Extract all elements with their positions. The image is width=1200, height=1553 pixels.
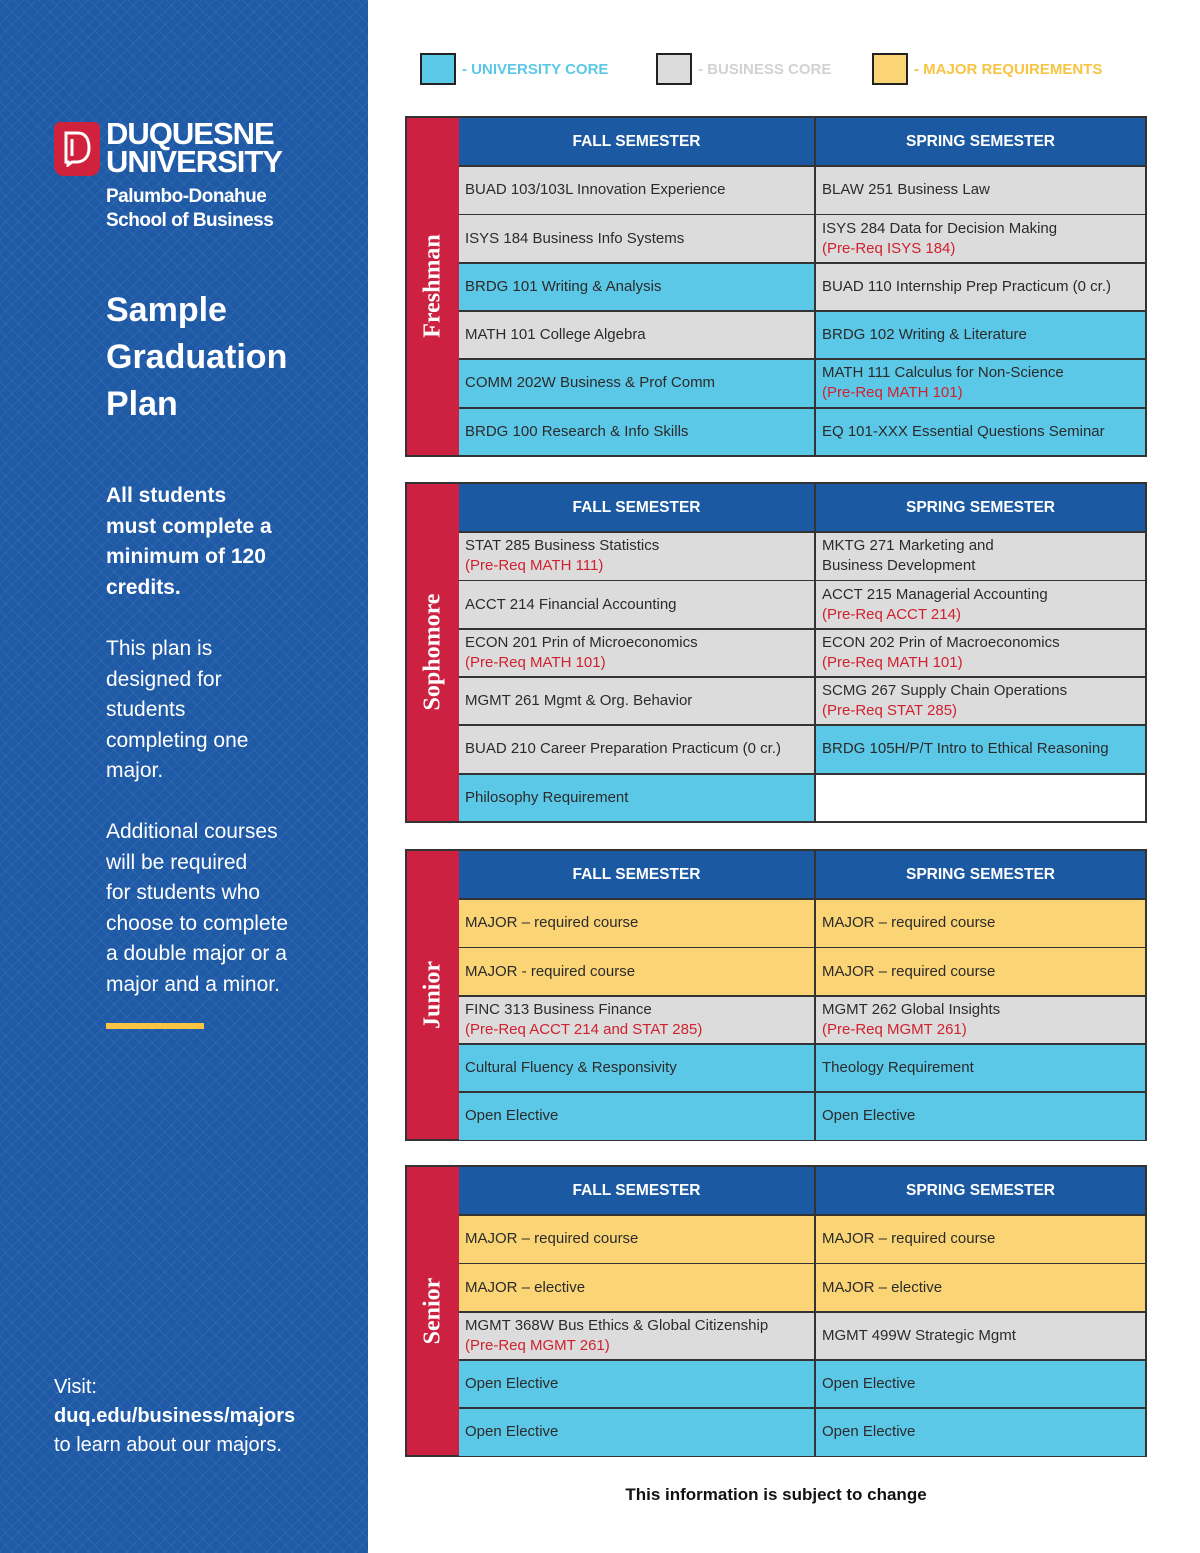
prerequisite-note: (Pre-Req MATH 101) [465,653,606,671]
course-name: BRDG 105H/P/T Intro to Ethical Reasoning [822,740,1109,758]
logo-line1: DUQUESNE [106,116,274,151]
fall-course-cell [459,775,814,822]
prerequisite-note: (Pre-Req MATH 101) [822,653,963,671]
course-name: ISYS 184 Business Info Systems [465,229,685,247]
spring-course-cell [816,581,1145,628]
course-grid [459,484,1145,821]
fall-semester-header: FALL SEMESTER [459,851,814,898]
course-name: ISYS 284 Data for Decision Making [822,219,1058,237]
text-line: major. [106,759,164,782]
course-name: BUAD 110 Internship Prep Practicum (0 cr.) [822,277,1111,295]
course-name: ACCT 215 Managerial Accounting [822,585,1048,603]
text-line: credits. [106,575,181,599]
fall-course-cell [459,678,814,725]
fall-course-cell [459,581,814,628]
course-name: Cultural Fluency & Responsivity [465,1059,677,1077]
spring-semester-header: SPRING SEMESTER [816,118,1145,165]
text-line: choose to complete [106,911,289,935]
course-grid [459,1167,1145,1455]
duquesne-shield-icon [54,122,100,176]
course-name: MAJOR – required course [465,914,639,932]
disclaimer: This information is subject to change [625,1485,927,1504]
spring-course-cell [816,948,1145,995]
fall-semester-header: FALL SEMESTER [459,118,814,165]
legend-label: - UNIVERSITY CORE [462,61,609,78]
prerequisite-note: (Pre-Req MATH 101) [822,384,963,402]
additional-courses-text [106,817,346,1000]
school-line2: School of Business [106,210,274,231]
prerequisite-note: (Pre-Req ACCT 214) [822,605,961,623]
spring-course-cell [816,726,1145,773]
course-name-cont: Business Development [822,557,976,575]
spring-course-cell [816,1361,1145,1408]
text-line: for students who [106,881,261,904]
divider [106,1023,204,1029]
prerequisite-note: (Pre-Req MGMT 261) [822,1020,967,1038]
text-line: This plan is [106,637,213,660]
course-name: MAJOR – required course [822,1230,996,1248]
text-line: major and a minor. [106,972,280,996]
course-name: BUAD 210 Career Preparation Practicum (0 cr.) [465,740,781,758]
page-title [106,287,346,428]
year-label: Freshman [419,234,446,339]
spring-semester-header: SPRING SEMESTER [816,484,1145,531]
course-name: MGMT 368W Bus Ethics & Global Citizenship [465,1316,769,1334]
legend-label: - MAJOR REQUIREMENTS [914,61,1103,78]
prerequisite-note: (Pre-Req MATH 111) [465,557,604,575]
fall-semester-header: FALL SEMESTER [459,1167,814,1214]
year-table-freshman [405,116,1147,457]
year-label: Junior [419,961,446,1030]
fall-course-cell [459,167,814,214]
course-name: MGMT 499W Strategic Mgmt [822,1326,1016,1344]
credits-requirement-text [106,481,346,603]
year-label-band [407,1167,459,1455]
text-line: All students [106,484,227,507]
fall-course-cell [459,900,814,947]
course-grid [459,118,1145,455]
spring-course-cell [816,167,1145,214]
legend-swatch [656,53,692,85]
course-name: MAJOR – elective [465,1278,586,1296]
year-label-band [407,118,459,455]
fall-course-cell [459,1264,814,1311]
text-line: completing one [106,728,249,752]
course-name: MATH 111 Calculus for Non-Science [822,364,1064,382]
school-line1: Palumbo-Donahue [106,186,267,207]
course-name: Open Elective [465,1423,559,1441]
fall-course-cell [459,409,814,456]
fall-course-cell [459,360,814,407]
logo-wordmark [106,116,346,179]
fall-course-cell [459,1361,814,1408]
spring-course-cell [816,997,1145,1044]
spring-course-cell [816,1409,1145,1456]
spring-course-cell [816,678,1145,725]
course-name: BRDG 100 Research & Info Skills [465,422,689,440]
fall-course-cell [459,215,814,262]
text-line: Additional courses [106,820,278,843]
fall-course-cell [459,1409,814,1456]
text-line: designed for [106,667,222,691]
year-label-band [407,484,459,821]
prerequisite-note: (Pre-Req STAT 285) [822,702,958,720]
title-line: Plan [106,385,178,423]
year-table-junior [405,849,1147,1141]
course-name: ACCT 214 Financial Accounting [465,595,677,613]
spring-course-cell [816,1313,1145,1360]
spring-course-cell [816,533,1145,580]
fall-course-cell [459,1093,814,1140]
spring-course-cell [816,360,1145,407]
fall-course-cell [459,1313,814,1360]
spring-course-cell [816,264,1145,311]
course-name: EQ 101-XXX Essential Questions Seminar [822,422,1105,440]
spring-course-cell [816,630,1145,677]
course-name: Open Elective [822,1107,916,1125]
majors-link[interactable]: duq.edu/business/majors [54,1405,296,1427]
course-name: MAJOR – elective [822,1278,943,1296]
course-name: ECON 202 Prin of Macroeconomics [822,633,1060,651]
school-name [106,185,346,233]
title-line: Sample [106,291,227,329]
course-grid [459,851,1145,1139]
course-name: COMM 202W Business & Prof Comm [465,374,716,392]
logo-line2: UNIVERSITY [106,144,283,179]
title-line: Graduation [106,338,288,376]
spring-course-cell [816,312,1145,359]
course-name: BUAD 103/103L Innovation Experience [465,181,726,199]
course-name: Open Elective [822,1423,916,1441]
year-table-senior [405,1165,1147,1457]
course-name: MAJOR – required course [822,962,996,980]
fall-course-cell [459,948,814,995]
course-name: Theology Requirement [822,1059,974,1077]
text-line: students [106,698,186,721]
spring-course-cell [816,1216,1145,1263]
year-label: Senior [419,1277,446,1345]
fall-course-cell [459,997,814,1044]
spring-course-cell [816,409,1145,456]
text-line: will be required [106,850,248,874]
year-label-band [407,851,459,1139]
text-line: a double major or a [106,942,287,965]
spring-semester-header: SPRING SEMESTER [816,1167,1145,1214]
fall-course-cell [459,630,814,677]
spring-course-cell [816,900,1145,947]
fall-course-cell [459,726,814,773]
course-name: SCMG 267 Supply Chain Operations [822,682,1068,700]
fall-course-cell [459,533,814,580]
course-name: STAT 285 Business Statistics [465,537,660,555]
fall-course-cell [459,312,814,359]
course-name: FINC 313 Business Finance [465,1000,652,1018]
plan-scope-text [106,634,346,787]
course-name: Open Elective [822,1375,916,1393]
visit-tail: to learn about our majors. [54,1434,282,1456]
legend-swatch [420,53,456,85]
fall-semester-header: FALL SEMESTER [459,484,814,531]
spring-semester-header: SPRING SEMESTER [816,851,1145,898]
prerequisite-note: (Pre-Req ACCT 214 and STAT 285) [465,1020,703,1038]
spring-course-cell [816,215,1145,262]
spring-course-cell [816,1264,1145,1311]
spring-course-cell [816,1045,1145,1092]
visit-label: Visit: [54,1376,97,1398]
year-table-sophomore [405,482,1147,823]
course-name: MGMT 261 Mgmt & Org. Behavior [465,692,693,710]
course-name: MATH 101 College Algebra [465,326,646,344]
course-name: MAJOR – required course [822,914,996,932]
course-name: BRDG 102 Writing & Literature [822,326,1027,344]
course-name: Open Elective [465,1107,559,1125]
legend-label: - BUSINESS CORE [698,61,832,78]
spring-course-cell [816,775,1145,822]
prerequisite-note: (Pre-Req ISYS 184) [822,239,956,257]
course-name: MAJOR – required course [465,1230,639,1248]
sidebar [0,0,368,1553]
course-name: MKTG 271 Marketing and [822,537,994,555]
prerequisite-note: (Pre-Req MGMT 261) [465,1336,610,1354]
course-name: Philosophy Requirement [465,788,629,806]
course-name: BRDG 101 Writing & Analysis [465,277,662,295]
visit-info [54,1373,354,1460]
legend-swatch [872,53,908,85]
year-label: Sophomore [419,593,446,711]
course-name: MGMT 262 Global Insights [822,1000,1001,1018]
spring-course-cell [816,1093,1145,1140]
fall-course-cell [459,1216,814,1263]
fall-course-cell [459,264,814,311]
fall-course-cell [459,1045,814,1092]
text-line: must complete a [106,514,272,538]
course-name: MAJOR - required course [465,962,636,980]
text-line: minimum of 120 [106,545,266,568]
course-name: Open Elective [465,1375,559,1393]
course-name: BLAW 251 Business Law [822,181,990,199]
course-name: ECON 201 Prin of Microeconomics [465,633,698,651]
